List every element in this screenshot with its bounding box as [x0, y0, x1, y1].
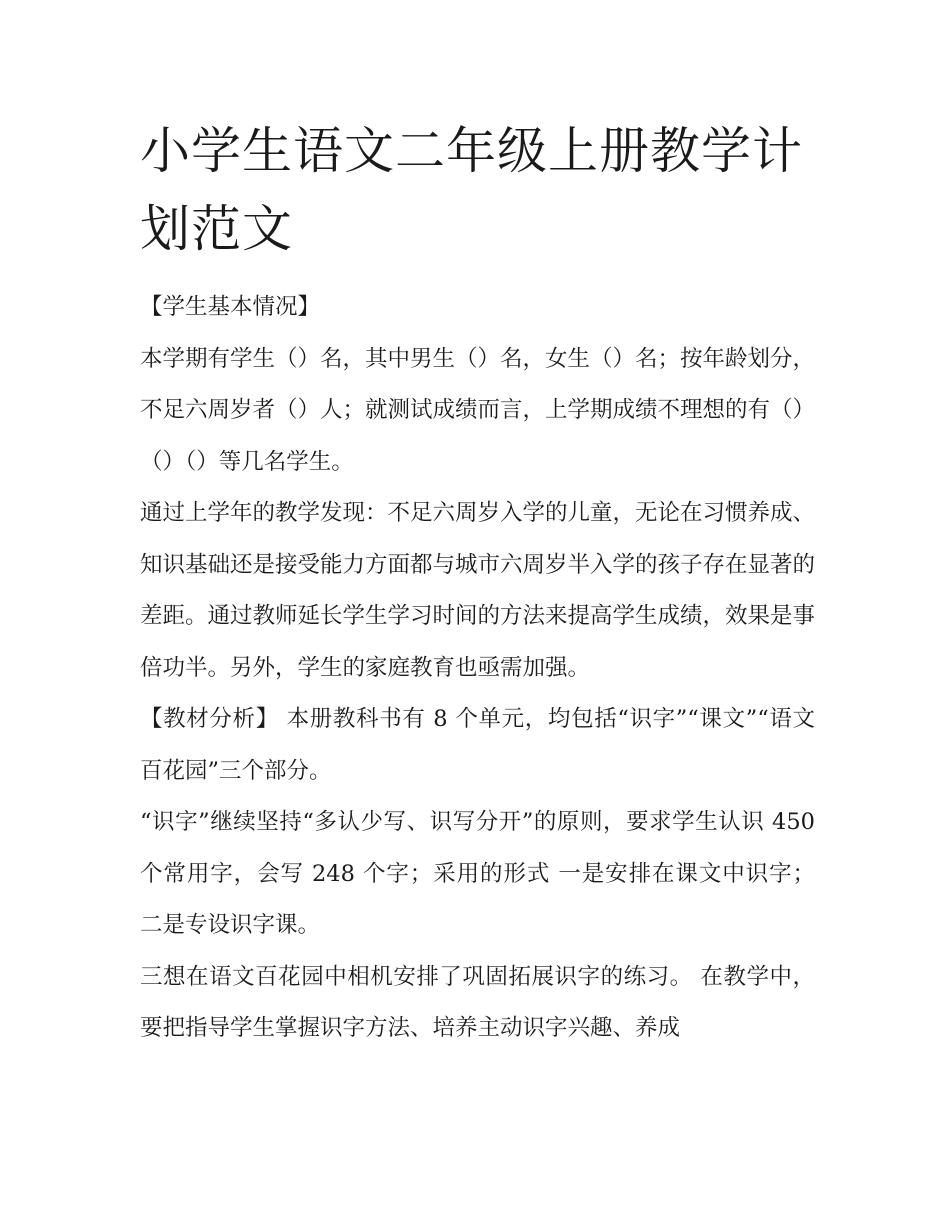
- paragraph-student-count: 本学期有学生（）名，其中男生（）名，女生（）名；按年龄划分，不足六周岁者（）人；就测试成绩而言，上学期成绩不理想的有（）（）（）等几名学生。: [140, 345, 816, 475]
- paragraph-textbook-analysis: 【教材分析】 本册教科书有 8 个单元，均包括“识字”“课文”“语文百花园”三个部分。: [140, 706, 815, 784]
- section-heading-student-info: 【学生基本情况】: [140, 294, 321, 320]
- paragraph-literacy-principle: “识字”继续坚持“多认少写、识写分开”的原则，要求学生认识 450 个常用字，会写 248 个字；采用的形式 一是安排在课文中识字； 二是专设识字课。: [140, 809, 815, 938]
- document-title: 小学生语文二年级上册教学计划范文: [140, 122, 803, 258]
- paragraph-teaching-findings: 通过上学年的教学发现：不足六周岁入学的儿童，无论在习惯养成、知识基础还是接受能力方面都与城市六周岁半入学的孩子存在显著的差距。通过教师延长学生学习时间的方法来提高学生成绩，效果是事倍功半。另外，学生的家庭教育也亟需加强。: [140, 500, 816, 681]
- paragraph-literacy-practice: 三想在语文百花园中相机安排了巩固拓展识字的练习。 在教学中，要把指导学生掌握识字方法、培养主动识字兴趣、养成: [140, 963, 815, 1041]
- document-body: [140, 112, 815, 1055]
